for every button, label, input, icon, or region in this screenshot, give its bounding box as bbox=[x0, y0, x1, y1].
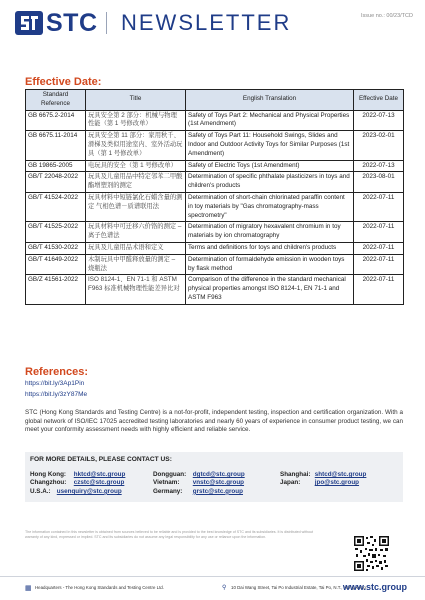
standard-title: 玩具材料中短链氯化石蜡含量的测定 气相色谱－质谱联用法 bbox=[86, 192, 186, 221]
contact-label: U.S.A.: bbox=[30, 487, 51, 495]
page-footer bbox=[0, 576, 425, 600]
english-translation: Terms and definitions for toys and children's products bbox=[186, 242, 354, 254]
effective-date: 2022-07-11 bbox=[354, 254, 404, 275]
standard-title: 电玩具的安全（第 1 号修改单） bbox=[86, 160, 186, 172]
contact-label: Japan: bbox=[280, 479, 301, 487]
footer-address: 10 Dai Wang Street, Tai Po Industrial Estate, Tai Po, N.T., Hong Kong bbox=[231, 585, 366, 590]
table-row bbox=[26, 254, 404, 275]
effective-date: 2023-08-01 bbox=[354, 172, 404, 193]
standard-ref: GB/T 41530-2022 bbox=[26, 242, 86, 254]
table-row bbox=[26, 172, 404, 193]
effective-date: 2023-02-01 bbox=[354, 131, 404, 160]
contact-column-2 bbox=[153, 471, 245, 496]
table-header-row bbox=[26, 90, 404, 111]
english-translation: Determination of formaldehyde emission in wooden toys by flask method bbox=[186, 254, 354, 275]
effective-date: 2022-07-11 bbox=[354, 222, 404, 243]
col-header-date: Effective Date bbox=[354, 90, 404, 111]
english-translation: Determination of short-chain chlorinated paraffin content in toy materials by "Gas chromatography-mass spectrometry" bbox=[186, 192, 354, 221]
footer-headquarters: Headquarters - The Hong Kong Standards and Testing Centre Ltd. bbox=[35, 585, 164, 590]
newsletter-header bbox=[0, 0, 425, 40]
building-icon: ▦ bbox=[25, 585, 32, 592]
contact-email-link[interactable]: jpo@stc.group bbox=[314, 479, 360, 487]
contact-label: Vietnam: bbox=[153, 479, 180, 487]
contact-box bbox=[25, 452, 403, 502]
contact-item bbox=[30, 479, 125, 487]
standard-ref: GB 6675.11-2014 bbox=[26, 131, 86, 160]
standard-ref: GB 6675.2-2014 bbox=[26, 110, 86, 131]
contact-email-link[interactable]: czstc@stc.group bbox=[73, 479, 125, 487]
contact-label: Dongguan: bbox=[153, 471, 187, 478]
table-row bbox=[26, 242, 404, 254]
contact-column-3 bbox=[280, 471, 366, 488]
newsletter-title: NEWSLETTER bbox=[121, 10, 292, 35]
standard-ref: GB/Z 41561-2022 bbox=[26, 275, 86, 304]
contact-label: Shanghai: bbox=[280, 471, 311, 478]
contact-item bbox=[280, 471, 366, 479]
standard-title: 木制玩具中甲醛释放量的测定 – 烧瓶法 bbox=[86, 254, 186, 275]
standard-title: 玩具安全第 11 部分：家用秋千、滑梯及类似用途室内、室外活动玩具（第 1 号修改单） bbox=[86, 131, 186, 160]
standard-title: 玩具安全第 2 部分：机械与物理性能（第 1 号修改单） bbox=[86, 110, 186, 131]
contact-label: Germany: bbox=[153, 487, 183, 495]
contact-label: Changzhou: bbox=[30, 479, 67, 487]
standard-title: ISO 8124-1、EN 71-1 和 ASTM F963 标准机械物理性能差异比对 bbox=[86, 275, 186, 304]
stc-logo-mark-icon bbox=[15, 11, 43, 35]
english-translation: Safety of Electric Toys (1st Amendment) bbox=[186, 160, 354, 172]
contact-column-1 bbox=[30, 471, 125, 496]
contact-label: Hong Kong: bbox=[30, 471, 67, 478]
references-heading: References: bbox=[25, 366, 88, 378]
standard-title: 玩具及儿童用品术语和定义 bbox=[86, 242, 186, 254]
reference-link-2[interactable]: https://bit.ly/3zY87Me bbox=[25, 390, 88, 398]
contact-item bbox=[30, 471, 125, 479]
contact-item bbox=[153, 488, 245, 496]
standard-title: 玩具材料中可迁移六价铬的测定 – 离子色谱法 bbox=[86, 222, 186, 243]
logo-text: STC bbox=[46, 9, 98, 37]
standard-ref: GB/T 41649-2022 bbox=[26, 254, 86, 275]
location-pin-icon: ⚲ bbox=[222, 585, 227, 591]
contact-email-link[interactable]: hktcd@stc.group bbox=[73, 471, 126, 478]
table-row bbox=[26, 275, 404, 304]
table-row bbox=[26, 192, 404, 221]
standard-ref: GB/T 22048-2022 bbox=[26, 172, 86, 193]
effective-date-table bbox=[25, 89, 404, 305]
disclaimer-text: The information contained in this newsletter is obtained from sources believed to be reliable and is provided to the best knowledge of STC and its subsidiaries. It is distributed without warranty of any kind, expressed or implied. STC and its subsidiaries do not assume any legal responsibility for any use or reliance upon the information. bbox=[25, 530, 314, 539]
effective-date: 2022-07-11 bbox=[354, 275, 404, 304]
table-row bbox=[26, 131, 404, 160]
col-header-standard: Standard Reference bbox=[26, 90, 86, 111]
col-header-title: Title bbox=[86, 90, 186, 111]
english-translation: Safety of Toys Part 2: Mechanical and Physical Properties (1st Amendment) bbox=[186, 110, 354, 131]
english-translation: Determination of migratory hexavalent chromium in toy materials by ion chromatography bbox=[186, 222, 354, 243]
english-translation: Comparison of the difference in the standard mechanical physical properties amongst ISO 8124-1, EN 71-1 and ASTM F963 bbox=[186, 275, 354, 304]
standard-ref: GB/T 41525-2022 bbox=[26, 222, 86, 243]
qr-code-icon bbox=[353, 535, 390, 572]
contact-item bbox=[280, 479, 366, 487]
effective-date: 2022-07-11 bbox=[354, 192, 404, 221]
table-row bbox=[26, 110, 404, 131]
about-stc-paragraph: STC (Hong Kong Standards and Testing Centre) is a not-for-profit, independent testing, inspection and certification organization. With a global network of ISO/IEC 17025 accredited testing laboratories and nearly 60 years of experience in consumer product testing, we can meet your conformity assessment needs with highly efficient and reliable service. bbox=[25, 409, 403, 434]
reference-link-1[interactable]: https://bit.ly/3Ap1Pin bbox=[25, 380, 85, 387]
effective-date: 2022-07-13 bbox=[354, 160, 404, 172]
contact-email-link[interactable]: dgtcd@stc.group bbox=[192, 471, 245, 478]
effective-date: 2022-07-11 bbox=[354, 242, 404, 254]
contact-email-link[interactable]: shtcd@stc.group bbox=[314, 471, 367, 478]
col-header-english: English Translation bbox=[186, 90, 354, 111]
english-translation: Safety of Toys Part 11: Household Swings, Slides and Indoor and Outdoor Activity Toys for Similar Purposes (1st Amendment) bbox=[186, 131, 354, 160]
references-list bbox=[25, 379, 87, 400]
standard-ref: GB/T 41524-2022 bbox=[26, 192, 86, 221]
standard-ref: GB 19865-2005 bbox=[26, 160, 86, 172]
contact-email-link[interactable]: usenquiry@stc.group bbox=[56, 487, 122, 495]
english-translation: Determination of specific phthalate plasticizers in toys and children's products bbox=[186, 172, 354, 193]
contact-email-link[interactable]: vnstc@stc.group bbox=[192, 479, 245, 487]
contact-heading: FOR MORE DETAILS, PLEASE CONTACT US: bbox=[30, 456, 172, 463]
contact-item bbox=[30, 488, 125, 496]
stc-logo bbox=[15, 11, 107, 35]
footer-website-link[interactable]: www.stc.group bbox=[342, 582, 407, 592]
contact-item bbox=[153, 471, 245, 479]
table-row bbox=[26, 222, 404, 243]
logo-separator bbox=[106, 12, 107, 34]
standard-title: 玩具及儿童用品中特定邻苯二甲酸酯增塑剂的测定 bbox=[86, 172, 186, 193]
effective-date: 2022-07-13 bbox=[354, 110, 404, 131]
effective-date-heading: Effective Date: bbox=[25, 76, 102, 88]
table-row bbox=[26, 160, 404, 172]
issue-number: Issue no.: 00/23/TCD bbox=[361, 13, 413, 19]
contact-item bbox=[153, 479, 245, 487]
contact-email-link[interactable]: grstc@stc.group bbox=[192, 487, 243, 495]
